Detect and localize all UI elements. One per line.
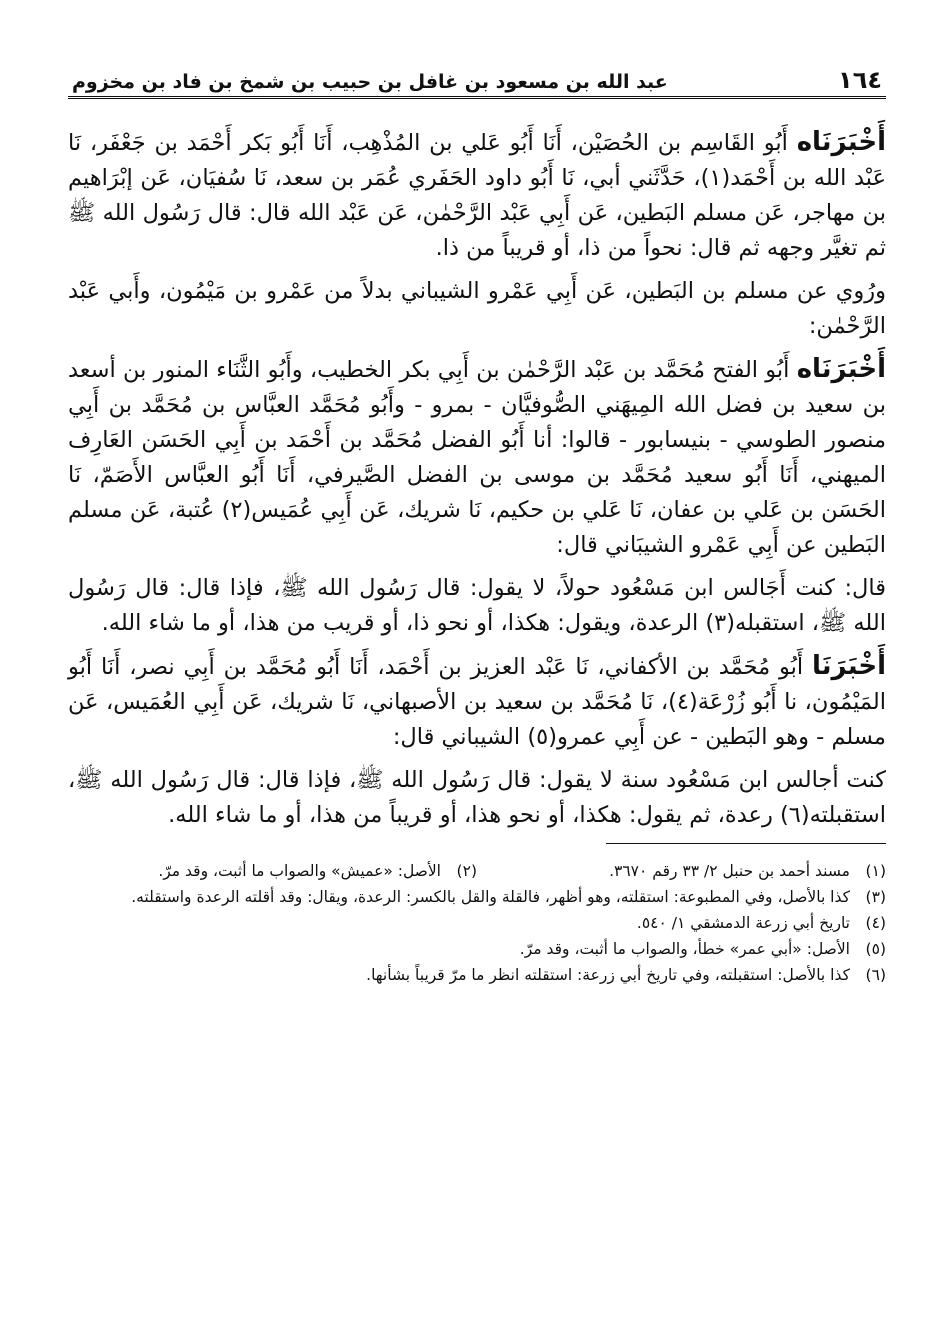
footnote-text: الأصل: «أبي عمر» خطأ، والصواب ما أثبت، وقد مرّ. (519, 940, 850, 958)
paragraph-text: ورُوي عن مسلم بن البَطين، عَن أَبِي عَمْرو الشيباني بدلاً من عَمْرو بن مَيْمُون، وأَبي عَبْد الرَّحْمٰن: (68, 278, 886, 339)
footnote-number: (٦) (865, 966, 886, 984)
paragraph (68, 763, 886, 833)
paragraph (68, 571, 886, 641)
footnote-number: (١) (865, 862, 886, 880)
footnote-number: (٤) (865, 914, 886, 932)
footnote-text: كذا بالأصل، وفي المطبوعة: استقلته، وهو أظهر، فالقلة والقل بالكسر: الرعدة، ويقال: وقد أقلته الرعدة واستقلته. (131, 888, 850, 906)
book-page (68, 58, 886, 988)
footnote-6 (68, 962, 886, 988)
footnote-3 (68, 884, 886, 910)
footnote-text: الأصل: «عميش» والصواب ما أثبت، وقد مرّ. (158, 862, 441, 880)
footnote-text: تاريخ أبي زرعة الدمشقي ١/ ٥٤٠. (636, 914, 850, 932)
footnote-number: (٢) (456, 862, 477, 880)
paragraph-text: أَبُو الفتح مُحَمَّد بن عَبْد الرَّحْمٰن بن أَبِي بكر الخطيب، وأَبُو الثَّنَاء المنور بن أسعد بن سعيد بن فضل الله المِيهَني الصُّوفيَّان - بمرو - وأَبُو مُحَمَّد العبَّاس بن مُحَمَّد بن أَبِي منصور الطوسي - بنيسابور - قالوا: أنا أَبُو الفضل مُحَمَّد بن أَحْمَد بن أَبِي الحَسَن العَارِف الميهني، أَنَا أَبُو سعيد مُحَمَّد بن موسى بن الفضل الصَّيرفي، أَنَا أَبُو العبَّاس الأَصَمّ، نَا الحَسَن بن عَلي بن عفان، نَا عَلي بن حكيم، نَا شريك، عَن أَبِي عُمَيس(٢) عُتبة، عَن مسلم البَطين عن أَبِي عَمْرو الشيبَاني قال: (68, 357, 886, 558)
isnad-lead: أَخْبَرَنَاه (796, 127, 886, 157)
paragraph (68, 125, 886, 266)
paragraph (68, 352, 886, 563)
footnote-2 (68, 858, 477, 884)
paragraph (68, 274, 886, 344)
main-text (68, 125, 886, 833)
page-number: ١٦٤ (838, 66, 882, 94)
footnote-number: (٣) (865, 888, 886, 906)
running-title: عبد الله بن مسعود بن غافل بن حبيب بن شمخ بن فاد بن مخزوم (72, 71, 668, 93)
isnad-lead: أَخْبَرَنَاه (796, 354, 886, 384)
footnote-number: (٥) (865, 940, 886, 958)
footnote-divider (68, 843, 886, 844)
footnote-5 (68, 936, 886, 962)
footnote-4 (68, 910, 886, 936)
footnote-1 (477, 858, 886, 884)
page-header (68, 58, 886, 99)
paragraph-text: قال: كنت أَجَالس ابن مَسْعُود حولاً، لا يقول: قال رَسُول الله ﷺ، فإذا قال: قال رَسُول الله ﷺ، استقبله(٣) الرعدة، ويقول: هكذا، أو نحو ذا، أو قريب من هذا، أو ما شاء الله. (68, 575, 886, 636)
footnote-row (68, 858, 886, 884)
footnotes (68, 858, 886, 988)
paragraph (68, 649, 886, 755)
paragraph-text: أَبُو القَاسِم بن الحُصَيْن، أَنَا أَبُو عَلي بن المُذْهِب، أَنَا أَبُو بَكر أَحْمَد بن جَعْفَر، نَا عَبْد الله بن أَحْمَد(١)، حَدَّثَني أبي، نَا أَبُو داود الحَفَري عُمَر بن سعد، نَا سُفيَان، عَن إبْرَاهيم بن مهاجر، عَن مسلم البَطين، عَن أَبِي عَبْد الرَّحْمٰن، عَن عَبْد الله قال: قال رَسُول الله ﷺ ثم تغيَّر وجهه ثم قال: نحواً من ذا، أو قريباً من ذا. (68, 130, 886, 261)
footnote-text: مسند أحمد بن حنبل ٢/ ٣٣ رقم ٣٦٧٠. (609, 862, 850, 880)
footnote-text: كذا بالأصل: استقبلته، وفي تاريخ أبي زرعة: استقلته انظر ما مرّ قريباً بشأنها. (366, 966, 850, 984)
paragraph-text: كنت أجالس ابن مَسْعُود سنة لا يقول: قال رَسُول الله ﷺ، فإذا قال: قال رَسُول الله ﷺ، استقبلته(٦) رعدة، ثم يقول: هكذا، أو نحو هذا، أو قريباً من هذا، أو ما شاء الله. (68, 767, 886, 828)
isnad-lead: أَخْبَرَنَا (812, 651, 886, 681)
paragraph-text: أَبُو مُحَمَّد بن الأكفاني، نَا عَبْد العزيز بن أَحْمَد، أَنَا أَبُو مُحَمَّد بن أَبِي نصر، أَنَا أَبُو المَيْمُون، نا أَبُو زُرْعَة(٤)، نَا مُحَمَّد بن سعيد بن الأصبهاني، نَا شريك، عَن أَبِي العُمَيس، عَن مسلم - وهو البَطين - عن أَبِي عمرو(٥) الشيباني قال: (68, 654, 886, 750)
